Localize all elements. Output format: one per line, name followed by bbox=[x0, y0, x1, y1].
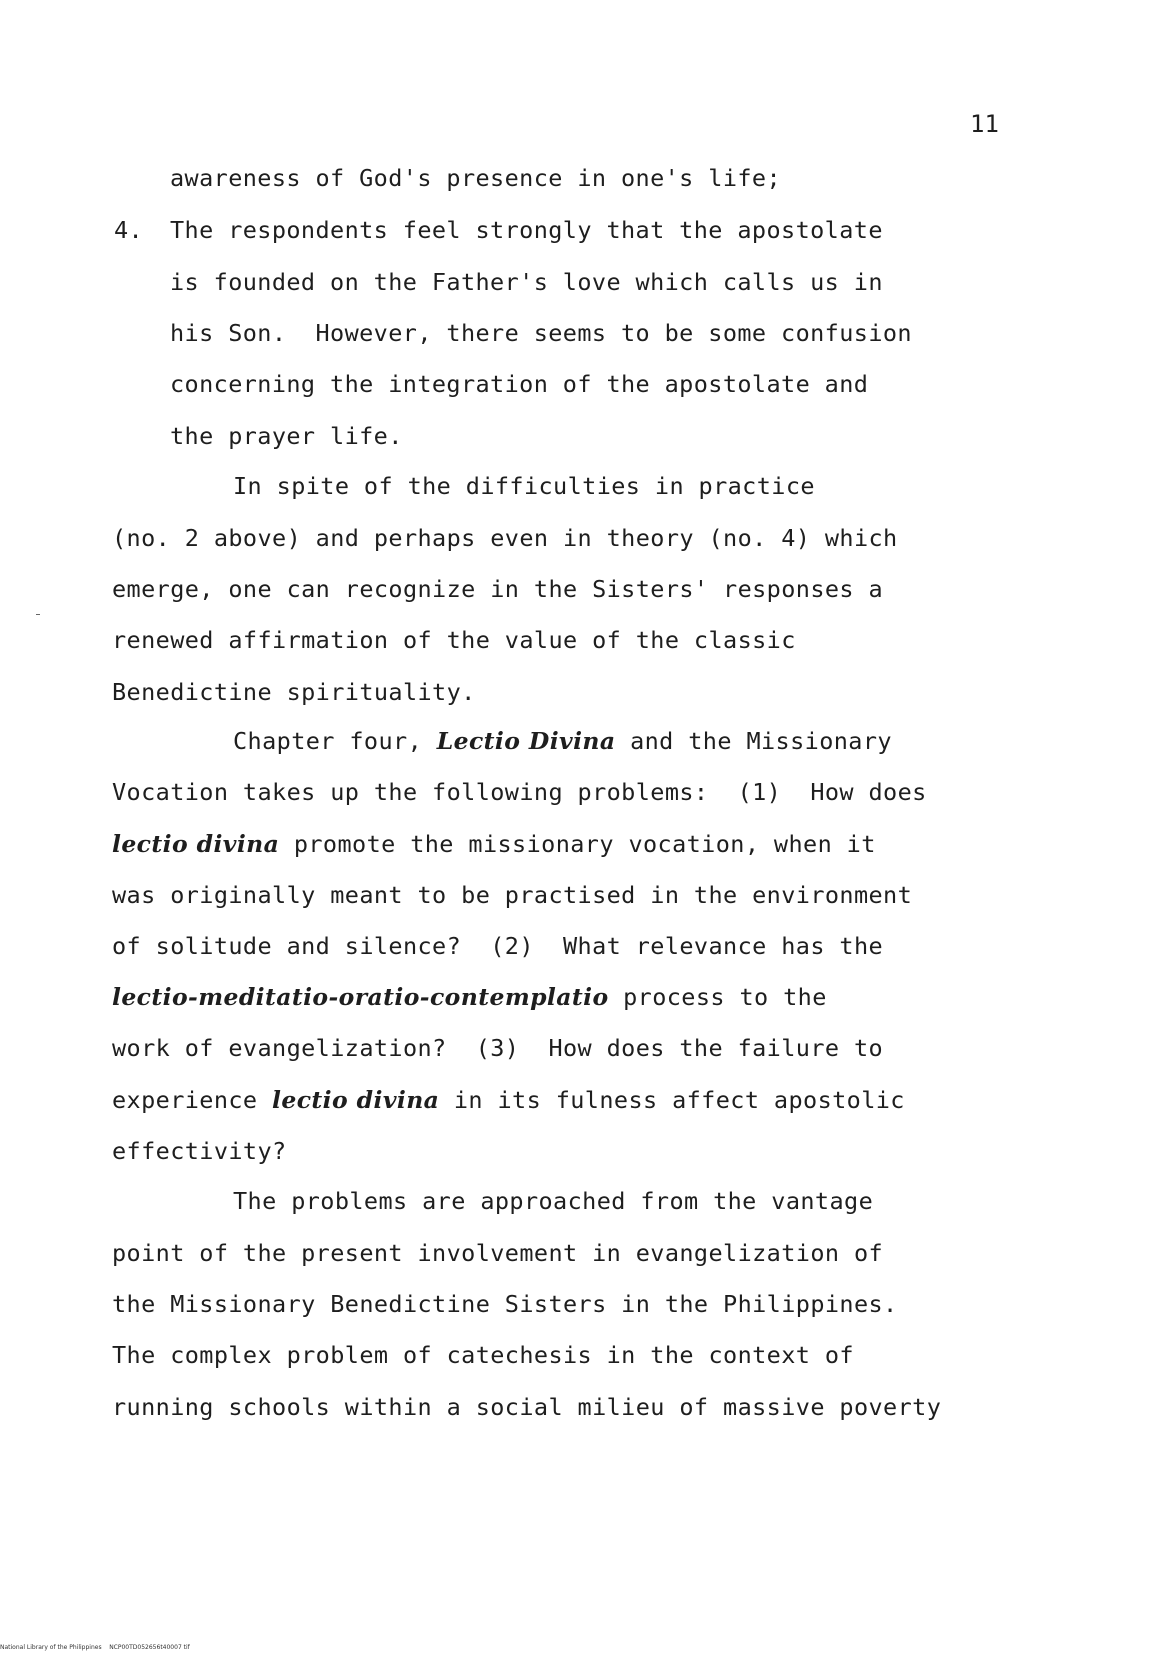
text-line: renewed affirmation of the value of the classic bbox=[112, 626, 796, 654]
text-span: Chapter four, bbox=[233, 727, 437, 755]
italic-title: Lectio Divina bbox=[436, 727, 616, 755]
text-span: process to the bbox=[608, 983, 827, 1011]
text-span: experience bbox=[112, 1086, 273, 1114]
italic-term: lectio divina bbox=[272, 1086, 440, 1114]
text-span: and the Missionary bbox=[615, 727, 892, 755]
text-line: awareness of God's presence in one's life; bbox=[170, 164, 782, 192]
list-number: 4. bbox=[114, 216, 144, 244]
text-line: (no. 2 above) and perhaps even in theory (no. 4) which bbox=[112, 524, 898, 552]
text-line bbox=[233, 727, 892, 755]
text-line bbox=[112, 830, 876, 858]
scan-footer: National Library of the Philippines NCP00TD052656t40007 tif bbox=[0, 1644, 190, 1651]
text-line: effectivity? bbox=[112, 1137, 287, 1165]
text-line: The respondents feel strongly that the apostolate bbox=[170, 216, 883, 244]
text-line: was originally meant to be practised in the environment bbox=[112, 881, 913, 909]
text-line: of solitude and silence? (2) What relevance has the bbox=[112, 932, 884, 960]
margin-mark bbox=[36, 614, 40, 615]
text-line: running schools within a social milieu of massive poverty bbox=[112, 1393, 942, 1421]
italic-term: lectio divina bbox=[112, 830, 280, 858]
text-line: work of evangelization? (3) How does the failure to bbox=[112, 1034, 884, 1062]
text-line: emerge, one can recognize in the Sisters' responses a bbox=[112, 575, 884, 603]
text-line: Benedictine spirituality. bbox=[112, 678, 476, 706]
text-line: The complex problem of catechesis in the context of bbox=[112, 1341, 854, 1369]
text-line: concerning the integration of the apostolate and bbox=[170, 370, 869, 398]
text-line: is founded on the Father's love which calls us in bbox=[170, 268, 883, 296]
text-line: the Missionary Benedictine Sisters in the Philippines. bbox=[112, 1290, 898, 1318]
page-number: 11 bbox=[970, 110, 999, 138]
text-line: the prayer life. bbox=[170, 422, 403, 450]
text-line: his Son. However, there seems to be some confusion bbox=[170, 319, 912, 347]
text-line: Vocation takes up the following problems: (1) How does bbox=[112, 778, 927, 806]
text-line: The problems are approached from the vantage bbox=[233, 1187, 874, 1215]
text-line bbox=[112, 983, 827, 1011]
text-span: in its fulness affect apostolic bbox=[439, 1086, 905, 1114]
text-line: In spite of the difficulties in practice bbox=[233, 472, 815, 500]
text-line bbox=[112, 1086, 905, 1114]
text-span: promote the missionary vocation, when it bbox=[279, 830, 876, 858]
italic-term: lectio-meditatio-oratio-contemplatio bbox=[112, 983, 609, 1011]
text-line: point of the present involvement in evangelization of bbox=[112, 1239, 884, 1267]
